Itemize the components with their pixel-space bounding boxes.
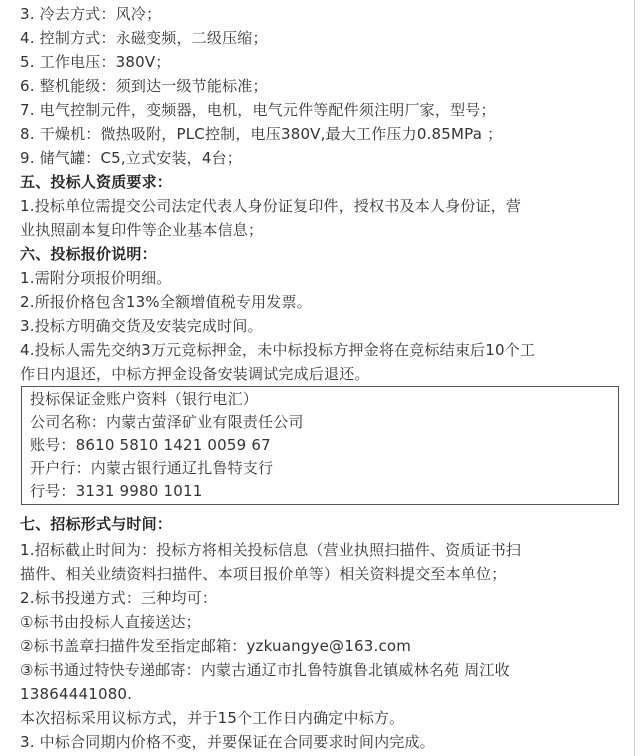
qualification-text-line-2: 业执照副本复印件等企业基本信息； bbox=[20, 221, 264, 239]
delivery-method-1: ①标书由投标人直接送达； bbox=[20, 613, 201, 631]
spec-item-dryer: 8. 干燥机：微热吸附，PLC控制，电压380V,最大工作压力0.85MPa ； bbox=[20, 125, 503, 143]
spec-item-tank: 9. 储气罐：C5,立式安装，4台； bbox=[20, 149, 243, 167]
quotation-item-4-line-2: 作日内退还，中标方押金设备安装调试完成后退还。 bbox=[20, 365, 370, 383]
quotation-item-3: 3.投标方明确交货及安装完成时间。 bbox=[20, 317, 263, 335]
bank-account-number: 账号：8610 5810 1421 0059 67 bbox=[30, 436, 271, 454]
delivery-method-3-line-1: ③标书通过特快专递邮寄：内蒙古通辽市扎鲁特旗鲁北镇威林名苑 周江收 bbox=[20, 661, 510, 679]
delivery-method-3-line-2: 13864441080. bbox=[20, 685, 133, 703]
bank-branch: 开户行：内蒙古银行通辽扎鲁特支行 bbox=[30, 459, 274, 477]
page-right-border bbox=[634, 0, 635, 756]
quotation-item-4-line-1: 4.投标人需先交纳3万元竞标押金，未中标投标方押金将在竞标结束后10个工 bbox=[20, 341, 536, 359]
section-heading-quotation: 六、投标报价说明： bbox=[20, 245, 157, 263]
bank-routing-number: 行号：3131 9980 1011 bbox=[30, 482, 203, 500]
qualification-text-line-1: 1.投标单位需提交公司法定代表人身份证复印件，授权书及本人身份证，营 bbox=[20, 197, 522, 215]
bank-box-title: 投标保证金账户资料（银行电汇） bbox=[30, 390, 259, 408]
bidding-method-note: 本次招标采用议标方式，并于15个工作日内确定中标方。 bbox=[20, 709, 405, 727]
delivery-methods: 2.标书投递方式：三种均可： bbox=[20, 589, 218, 607]
section-heading-bidding: 七、招标形式与时间： bbox=[20, 515, 173, 533]
spec-item-cooling: 3. 冷去方式：风冷； bbox=[20, 5, 162, 23]
delivery-method-2: ②标书盖章扫描件发至指定邮箱：yzkuangye@163.com bbox=[20, 637, 412, 655]
contract-price-note: 3. 中标合同期内价格不变，并要保证在合同要求时间内完成。 bbox=[20, 733, 435, 751]
bank-account-box bbox=[21, 386, 619, 505]
bank-company-name: 公司名称：内蒙古萤泽矿业有限责任公司 bbox=[30, 413, 304, 431]
bidding-deadline-line-2: 描件、相关业绩资料扫描件、本项目报价单等）相关资料提交至本单位； bbox=[20, 565, 507, 583]
bidding-deadline-line-1: 1.招标截止时间为：投标方将相关投标信息（营业执照扫描件、资质证书扫 bbox=[20, 541, 522, 559]
section-heading-qualification: 五、投标人资质要求： bbox=[20, 173, 173, 191]
spec-item-components: 7. 电气控制元件，变频器，电机，电气元件等配件须注明厂家，型号； bbox=[20, 101, 496, 119]
spec-item-energy: 6. 整机能级：须到达一级节能标准； bbox=[20, 77, 268, 95]
spec-item-control: 4. 控制方式：永磁变频，二级压缩； bbox=[20, 29, 268, 47]
quotation-item-2: 2.所报价格包含13%全额增值税专用发票。 bbox=[20, 293, 312, 311]
quotation-item-1: 1.需附分项报价明细。 bbox=[20, 269, 172, 287]
spec-item-voltage: 5. 工作电压：380V； bbox=[20, 53, 171, 71]
